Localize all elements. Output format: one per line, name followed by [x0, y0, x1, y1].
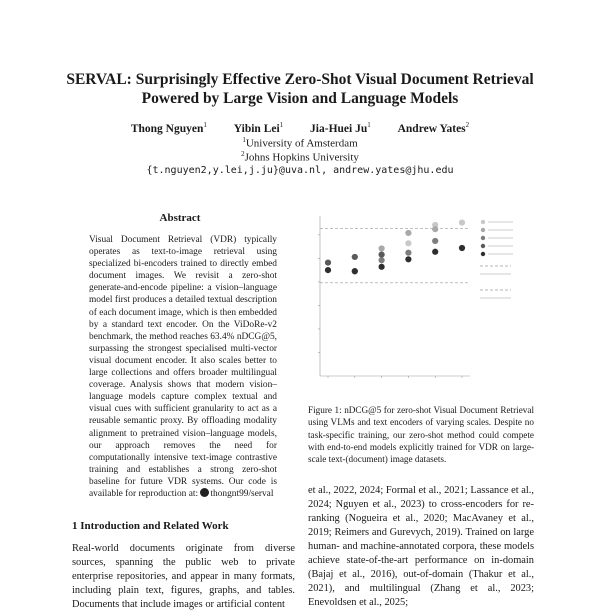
legend-swatch: [481, 228, 485, 232]
legend-swatch: [481, 220, 485, 224]
data-point: [405, 250, 411, 256]
data-point: [379, 251, 385, 257]
paper-title-line1: SERVAL: Surprisingly Effective Zero-Shot Visual Document Retrieval: [66, 71, 534, 88]
affiliation: $^2$Johns Hopkins University: [241, 150, 359, 164]
author: Yibin Lei$^1$: [233, 121, 284, 135]
author: Andrew Yates$^2$: [397, 121, 470, 135]
figure-caption: Figure 1: nDCG@5 for zero-shot Visual Document Retrieval using VLMs and text encoders of varying scales. Despite no task-specific training, our zero-shot method could compete with end-to-end models explicitly trained for VDR on large-scale text-(document) image datasets.: [308, 405, 534, 465]
abstract-body: Visual Document Retrieval (VDR) typically operates as text-to-image retrieval using specialized bi-encoders trained to directly embed document images. We revisit a zero-shot generate-and-encode pipeline: a vision–language model first produces a detailed textual description of each document image, which is then embedded by a standard text encoder. On the ViDoRe-v2 benchmark, the method reaches 63.4% nDCG@5, surpassing the strongest specialised multi-vector visual document encoder. It also scales better to large collections and offers broader multilingual coverage. Analysis shows that modern vision–language models capture complex textual and visual cues with sufficient granularity to act as a reusable semantic proxy. By offloading modality alignment to pretrained vision–language models, our approach removes the need for computationally intensive text-image contrastive training and establishes a strong zero-shot baseline for future VDR systems. Our code is available for reproduction at: thongnt99/serval: [89, 235, 277, 499]
abstract-heading: Abstract: [159, 212, 201, 224]
data-point: [459, 219, 465, 225]
data-point: [432, 249, 438, 255]
data-point: [325, 267, 331, 273]
data-point: [432, 238, 438, 244]
author: Jia-Huei Ju$^1$: [310, 121, 371, 135]
data-point: [325, 259, 331, 265]
data-point: [432, 226, 438, 232]
data-point: [352, 268, 358, 274]
ndcg-chart: [305, 208, 535, 398]
data-point: [405, 240, 411, 246]
legend-swatch: [481, 244, 485, 248]
data-point: [405, 256, 411, 262]
data-point: [379, 264, 385, 270]
legend-swatch: [481, 236, 485, 240]
section-heading: 1 Introduction and Related Work: [72, 520, 229, 532]
data-point: [352, 254, 358, 260]
affiliation: $^1$University of Amsterdam: [242, 136, 358, 150]
github-icon: [200, 488, 209, 497]
code-link[interactable]: thongnt99/serval: [210, 488, 274, 499]
author: Thong Nguyen$^1$: [130, 121, 207, 135]
data-point: [459, 245, 465, 251]
author-list: [0, 121, 600, 135]
data-point: [405, 230, 411, 236]
intro-paragraph: Real-world documents originate from diverse sources, spanning the public web to private enterprise repositories, and appear in many formats, including plain text, figures, graphs, and tables. Documents that include images or artificial content: [72, 543, 295, 610]
data-point: [379, 245, 385, 251]
author-emails: {t.nguyen2,y.lei,j.ju}@uva.nl, andrew.yates@jhu.edu: [146, 165, 454, 176]
legend-swatch: [481, 252, 485, 256]
data-point: [379, 257, 385, 263]
paper-title-line2: Powered by Large Vision and Language Models: [141, 90, 459, 107]
related-work-paragraph: et al., 2022, 2024; Formal et al., 2021; Lassance et al., 2024; Nguyen et al., 2023) to cross-encoders for re-ranking (Nogueira et al., 2020; MacAvaney et al., 2019; Reimers and Gurevych, 2019). Trained on large human- and machine-annotated corpora, these models achieve state-of-the-art performance on in-domain (Bajaj et al., 2016), out-of-domain (Thakur et al., 2021), and multilingual (Zhang et al., 2023; Enevoldsen et al., 2025;: [308, 485, 534, 608]
